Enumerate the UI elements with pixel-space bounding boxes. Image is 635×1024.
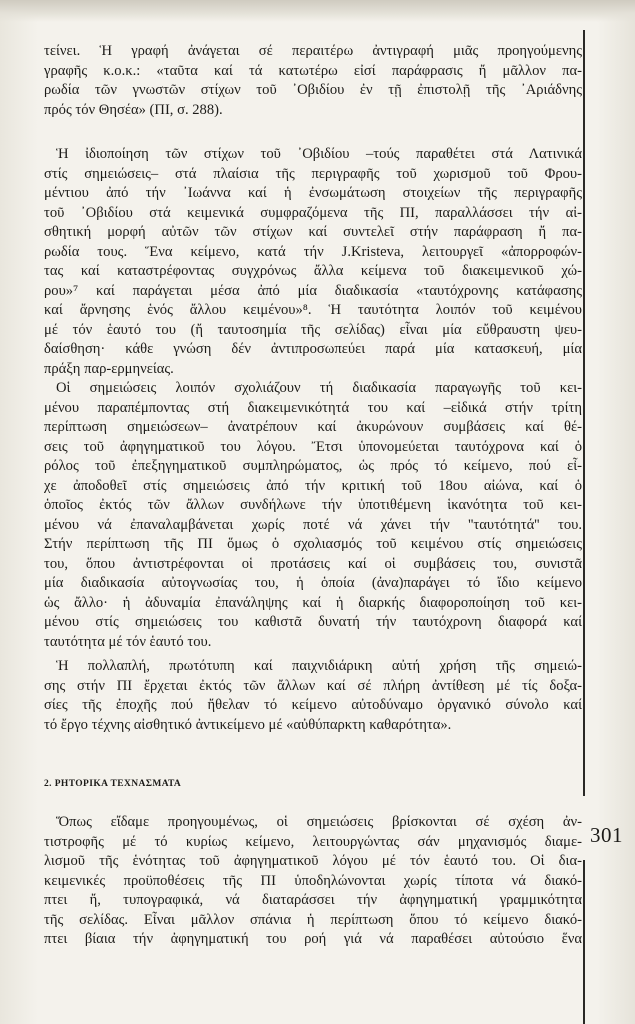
text-line: μένου νά ἐπαναλαμβάνεται χωρίς ποτέ νά χάνει τήν ''ταυτότητά'' του. (44, 516, 582, 533)
paragraph-3 (44, 657, 582, 735)
text-line: τῆς σελίδας. Εἶναι μᾶλλον σπάνια ἡ περίπτωση ὅπου τό κείμενο διακό- (44, 911, 582, 928)
text-line: σίες τῆς ἐποχῆς πού ἤθελαν τό κείμενο αὐτοδύναμο ὀργανικό σύνολο καί (44, 697, 582, 713)
text-line: λισμοῦ τῆς ἑνότητας τοῦ ἀφηγηματικοῦ λόγου μέ τόν ἑαυτό του. Οἱ δια- (44, 853, 582, 869)
text-line: πρός τόν Θησέα» (ΠΙ, σ. 288). (44, 101, 223, 118)
text-line: σθητική μορφή αὐτῶν τῶν στίχων καί συντελεῖ στήν παράφραση ἤ πα- (44, 224, 582, 240)
text-line: ὡς ἄλλο· ἡ ἀδυναμία ἐπανάληψης καί ἡ διαρκής διαφοροποίηση τοῦ κει- (44, 594, 582, 611)
text-line: ρωδία τους. Ἕνα κείμενο, κατά τήν J.Kristeva, λειτουργεῖ «ἀπορροφών- (44, 243, 582, 260)
text-line: σεις τοῦ ἀφηγηματικοῦ του λόγου. Ἔτσι ὑπονομεύεται ταυτόχρονα καί ὁ (44, 438, 582, 455)
text-line: ταυτότητα μέ τόν ἑαυτό του. (44, 633, 212, 650)
text-line: δαίσθηση· κάθε γνώση δέν ἀντιπροσωπεύει παρά μία κατασκευή, μία (44, 341, 582, 357)
scan-top-shadow (0, 0, 635, 22)
text-line: μένου παραπέμποντας στή διακειμενικότητά του καί –εἰδικά στήν τρίτη (44, 399, 582, 416)
text-line: χε ἀποδοθεῖ στίς σημειώσεις ἀπό τήν κριτική τοῦ 18ου αἰώνα, καί ὁ (44, 477, 582, 494)
text-line: Στήν περίπτωση τῆς ΠΙ ὅμως ὁ σχολιασμός τοῦ κειμένου στίς σημειώσεις (44, 536, 582, 552)
text-line: τείνει. Ἡ γραφή ἀνάγεται σέ περαιτέρω ἀντιγραφή μιᾶς προηγούμενης (44, 43, 582, 59)
text-line: περίπτωση σημειώσεων– ἀνατρέπουν καί ἀκυρώνουν συμβάσεις καί θέ- (44, 419, 582, 435)
text-line: μία διαδικασία αὐτογνωσίας του, ἡ ὁποία (ἀνα)παράγει τό ἴδιο κείμενο (44, 575, 582, 591)
margin-rule-top (583, 30, 585, 796)
text-line: του, ὅπου ἀντιστρέφονται οἱ προτάσεις καί οἱ συμβάσεις του, συνιστᾶ (44, 555, 582, 572)
margin-rule-bottom (583, 860, 585, 1024)
text-line: πτει ἤ, τυπογραφικά, νά διαταράσσει τήν ἀφηγηματική γραμμικότητα (44, 892, 582, 908)
text-line: πράξη παρ-ερμηνείας. (44, 360, 174, 377)
text-line: τας καί καταστρέφοντας συγχρόνως ἄλλα κείμενα τοῦ διακειμενικοῦ χώ- (44, 263, 582, 279)
text-line: πτει βίαια τήν ἀφηγηματική του ροή γιά νά παραθέσει αὐτούσιο ἕνα (44, 931, 582, 947)
text-line: τό ἔργο τέχνης αἰσθητικό ἀντικείμενο μέ «αὐθύπαρκτη καθαρότητα». (44, 716, 452, 733)
text-line: μέ τόν ἑαυτό του (ἤ ταυτοσημία τῆς σελίδας) εἶναι μία εὔθραυστη ψευ- (44, 321, 582, 338)
text-line: σης στήν ΠΙ ἔρχεται ἐκτός τῶν ἄλλων καί σέ πλήρη ἀντίθεση μέ τίς δοξα- (44, 677, 582, 694)
text-line: καί ἄρνησης ἑνός ἄλλου κειμένου»⁸. Ἡ ταυτότητα λοιπόν τοῦ κειμένου (44, 302, 582, 318)
section-heading: 2. ΡΗΤΟΡΙΚΑ ΤΕΧΝΑΣΜΑΤΑ (44, 779, 182, 789)
paragraph-1 (44, 42, 582, 120)
text-line: Ἡ ἰδιοποίηση τῶν στίχων τοῦ ᾿Οβιδίου –τούς παραθέτει στά Λατινικά (56, 146, 582, 162)
text-line: Ὅπως εἴδαμε προηγουμένως, οἱ σημειώσεις βρίσκονται σέ σχέση ἀν- (56, 814, 582, 830)
text-line: κειμενικές προϋποθέσεις τῆς ΠΙ ὑποδηλώνονται χωρίς τίποτα νά διακό- (44, 872, 582, 889)
text-line: ρόλος τοῦ ἐπεξηγηματικοῦ συμπληρώματος, ὡς πρός τό κείμενο, πού εἶ- (44, 458, 582, 474)
text-line: τιστροφῆς μέ τό κυρίως κείμενο, λειτουργώντας σάν μηχανισμός διαμε- (44, 833, 582, 850)
text-line: Ἡ πολλαπλή, πρωτότυπη καί παιχνιδιάρικη αὐτή χρήση τῆς σημειώ- (56, 658, 582, 674)
text-line: ρου»⁷ καί παράγεται μέσα ἀπό μία διαδικασία «ταυτόχρονης κατάφασης (44, 282, 582, 299)
paragraph-4 (44, 813, 582, 950)
text-line: ὁποῖος ἐκτός τῶν ἄλλων συνδήλωνε τήν ὑποτιθέμενη ἱκανότητα τοῦ κει- (44, 497, 582, 513)
text-line: Οἱ σημειώσεις λοιπόν σχολιάζουν τή διαδικασία παραγωγῆς τοῦ κει- (56, 380, 582, 396)
text-line: μένου στίς σημειώσεις του καθιστᾶ δυνατή τήν ταυτόχρονη διαφορά καί (44, 614, 582, 630)
text-line: τοῦ ᾿Οβιδίου στά κειμενικά συμφραζόμενα τῆς ΠΙ, παραλλάσσει τήν αἰ- (44, 204, 582, 221)
text-line: γραφῆς κ.ο.κ.: «ταῦτα καί τά κατωτέρω εἰσί παράφρασις ἤ μᾶλλον πα- (44, 62, 582, 79)
text-line: στίς σημειώσεις– στά πλαίσια τῆς περιγραφῆς τοῦ χωρισμοῦ τοῦ Φρου- (44, 165, 582, 182)
page-number: 301 (590, 823, 623, 847)
text-line: μέντιου ἀπό τήν ᾿Ιωάννα καί ἡ ἐνσωμάτωση στοιχείων τῆς περιγραφῆς (44, 185, 582, 201)
text-line: ρωδία τῶν γνωστῶν στίχων τοῦ ᾿Οβιδίου ἐν τῇ ἐπιστολῇ τῆς ᾿Αριάδνης (44, 82, 582, 98)
paragraph-2 (44, 145, 582, 652)
